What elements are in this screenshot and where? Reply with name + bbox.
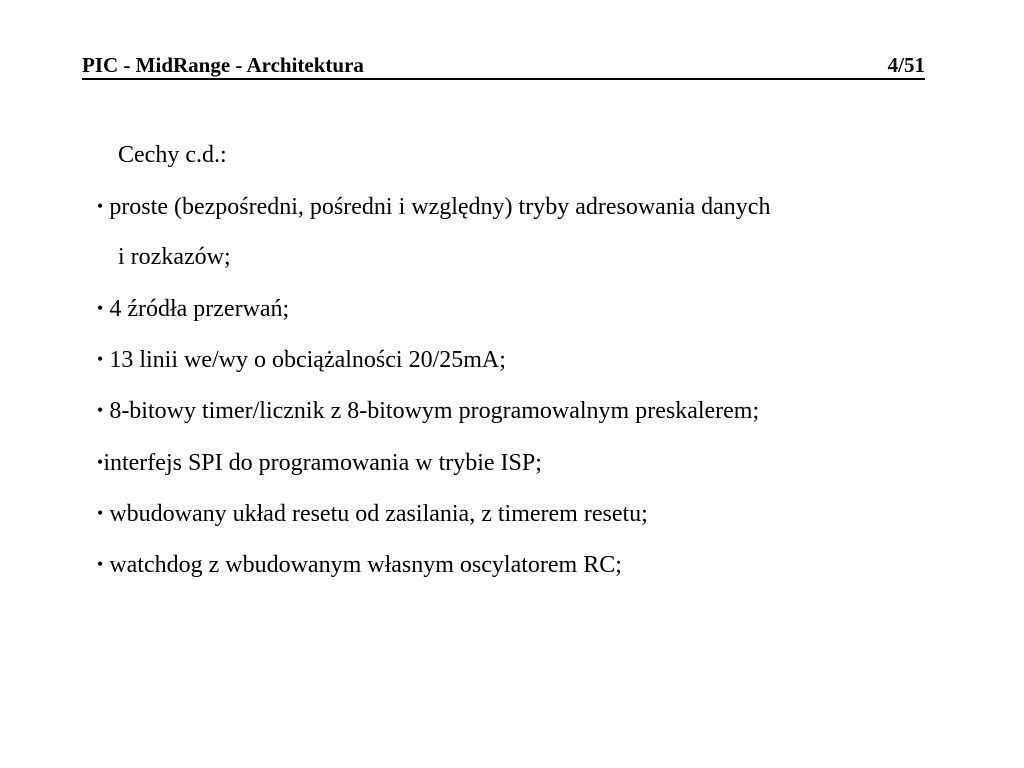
bullet-icon: • xyxy=(97,298,104,318)
intro-text: Cechy c.d.: xyxy=(118,142,227,168)
list-item-text: interfejs SPI do programowania w trybie ISP; xyxy=(103,450,542,476)
list-item-text: wbudowany układ resetu od zasilania, z timerem resetu; xyxy=(109,501,648,527)
list-item xyxy=(97,447,542,478)
slide-header xyxy=(82,52,925,80)
list-item xyxy=(97,293,289,324)
list-item xyxy=(97,344,506,375)
list-item xyxy=(97,191,770,222)
slide-title: PIC - MidRange - Architektura xyxy=(82,53,364,77)
bullet-icon: • xyxy=(97,400,104,420)
list-item-text: 13 linii we/wy o obciążalności 20/25mA; xyxy=(109,347,506,373)
intro-line xyxy=(118,140,227,170)
list-item xyxy=(97,395,759,426)
list-item-continuation xyxy=(118,242,231,272)
bullet-icon: • xyxy=(97,503,104,523)
list-item-text: watchdog z wbudowanym własnym oscylatorem RC; xyxy=(109,552,622,578)
page-number: 4/51 xyxy=(887,53,925,77)
list-item-text: proste (bezpośredni, pośredni i względny) tryby adresowania danych xyxy=(109,194,771,220)
list-item xyxy=(97,498,648,529)
bullet-icon: • xyxy=(97,196,104,216)
bullet-icon: • xyxy=(97,349,104,369)
list-item-text: 8-bitowy timer/licznik z 8-bitowym programowalnym preskalerem; xyxy=(109,398,760,424)
list-item-text: i rozkazów; xyxy=(118,244,231,270)
bullet-icon: • xyxy=(97,452,104,472)
list-item-text: 4 źródła przerwań; xyxy=(109,296,290,322)
list-item xyxy=(97,549,622,580)
bullet-icon: • xyxy=(97,554,104,574)
